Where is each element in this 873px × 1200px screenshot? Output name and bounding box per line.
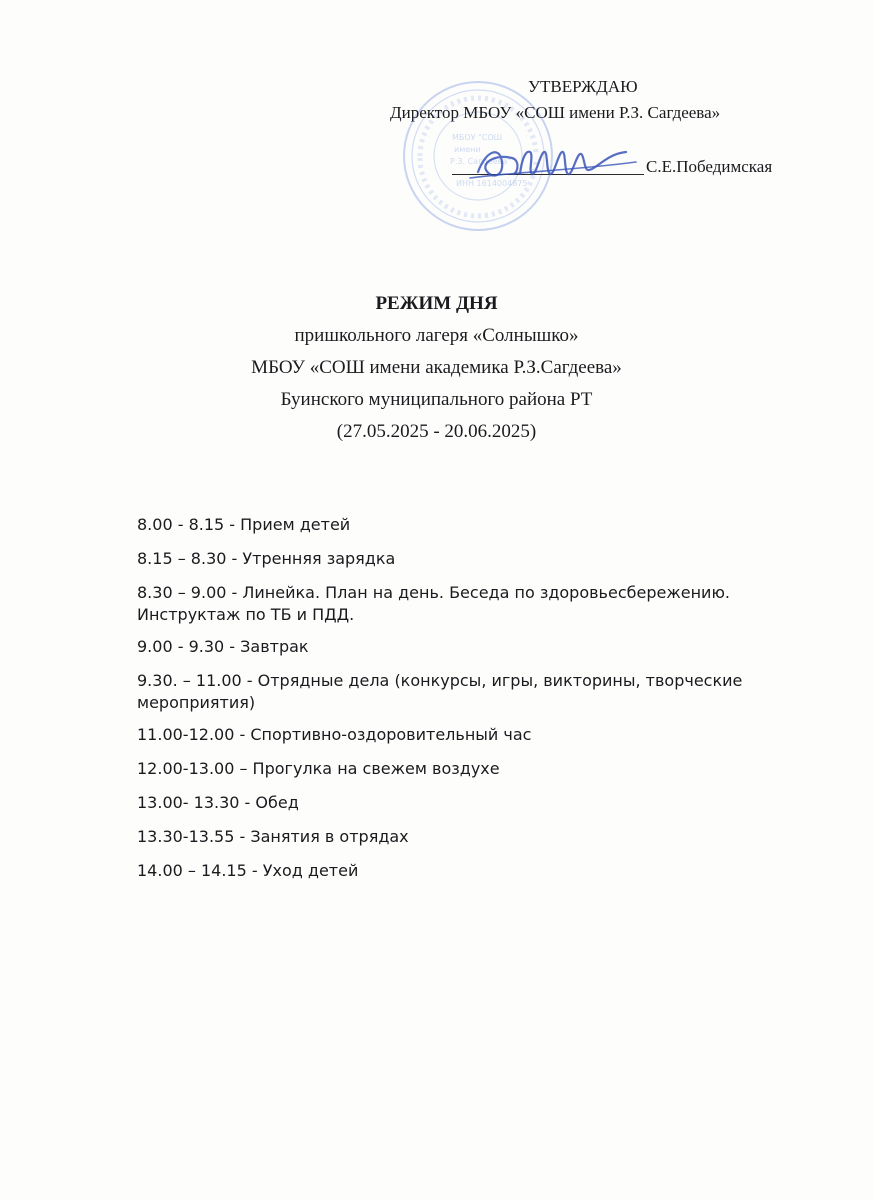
schedule-item: 13.30-13.55 - Занятия в отрядах [137,827,409,846]
school-name: МБОУ «СОШ имени академика Р.З.Сагдеева» [251,357,622,378]
schedule-item: 8.00 - 8.15 - Прием детей [137,515,351,534]
svg-text:ИНН 1614004875: ИНН 1614004875 [456,179,528,188]
schedule-item: 11.00-12.00 - Спортивно-оздоровительный час [137,725,532,744]
schedule-item: 12.00-13.00 – Прогулка на свежем воздухе [137,759,500,778]
title-block [0,288,873,448]
schedule-item: 9.00 - 9.30 - Завтрак [137,637,309,656]
schedule-list [137,514,777,894]
district-name: Буинского муниципального района РТ [280,389,593,410]
schedule-item: 13.00- 13.30 - Обед [137,793,299,812]
document-heading: РЕЖИМ ДНЯ [375,293,498,314]
approval-title: УТВЕРЖДАЮ [528,77,638,96]
svg-text:имени: имени [454,145,481,154]
approval-role: Директор МБОУ «СОШ имени Р.З. Сагдеева» [390,103,721,122]
camp-name: пришкольного лагеря «Солнышко» [294,325,579,346]
schedule-item: 8.15 – 8.30 - Утренняя зарядка [137,549,396,568]
svg-text:Р.З. Сагдеева": Р.З. Сагдеева" [450,157,511,166]
camp-period: (27.05.2025 - 20.06.2025) [336,421,537,442]
schedule-item: 14.00 – 14.15 - Уход детей [137,861,359,880]
schedule-item: 8.30 – 9.00 - Линейка. План на день. Беседа по здоровьесбережению. Инструктаж по ТБ и ПДД. [137,583,731,624]
director-signature [456,132,646,192]
svg-text:МБОУ "СОШ: МБОУ "СОШ [452,133,503,142]
approval-name: С.Е.Победимская [646,157,773,176]
schedule-item: 9.30. – 11.00 - Отрядные дела (конкурсы, игры, викторины, творческие мероприятия) [137,671,743,712]
